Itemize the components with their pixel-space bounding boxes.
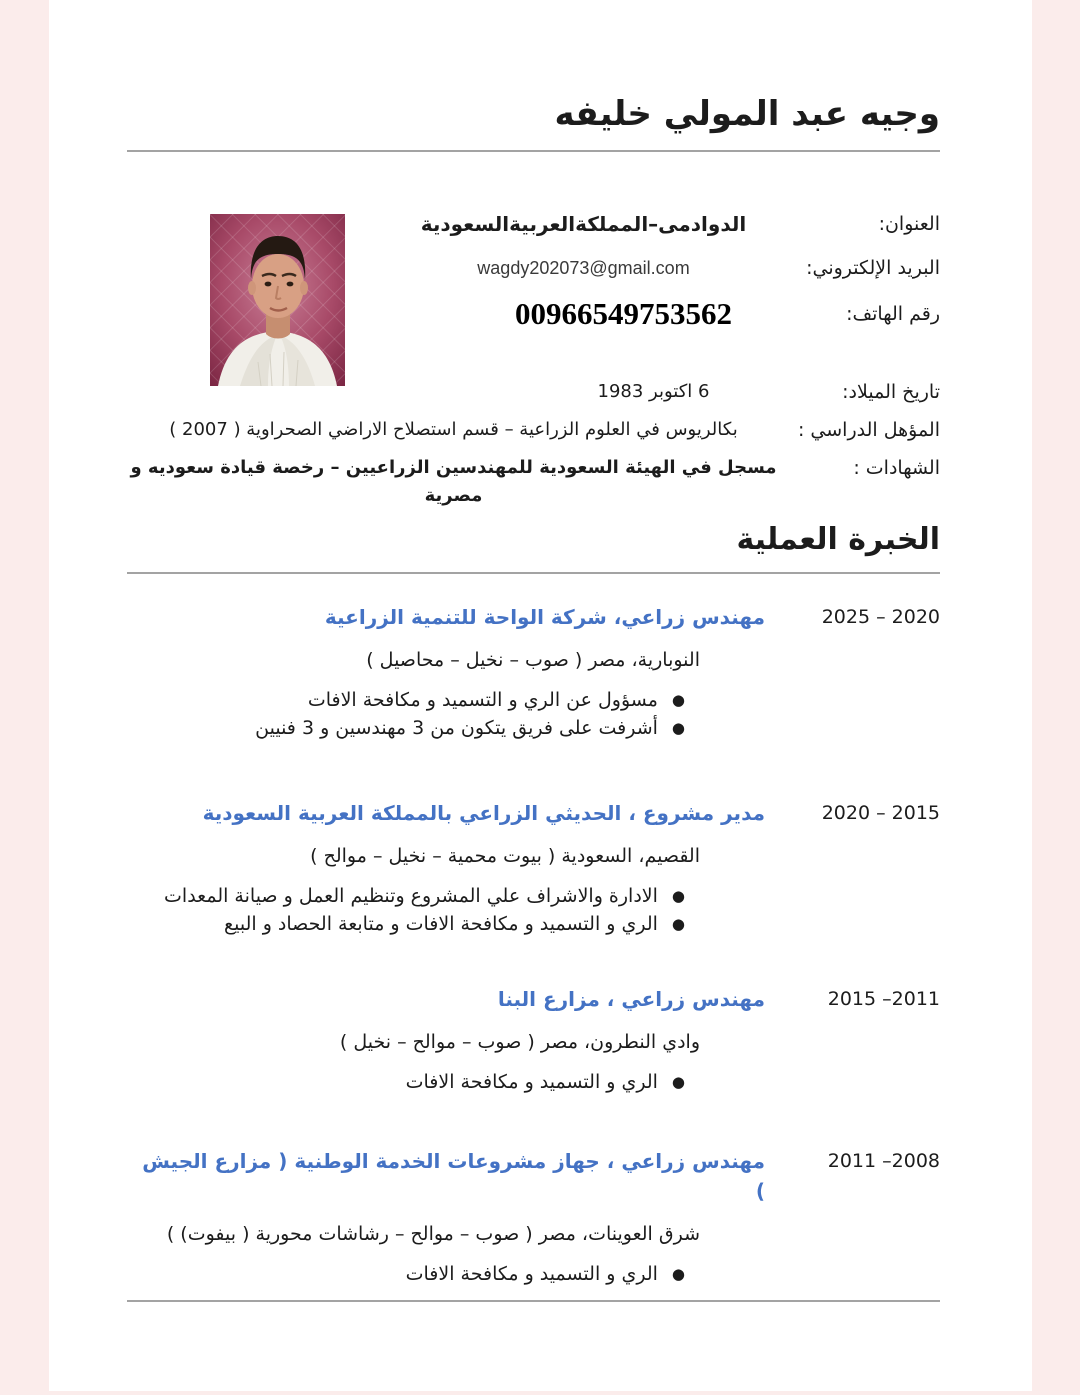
- entry-title: مدير مشروع ، الحديثي الزراعي بالمملكة العربية السعودية: [202, 801, 765, 825]
- address-value: الدوادمى–المملكةالعربيةالسعودية: [420, 212, 747, 236]
- entry-title: مهندس زراعي، شركة الواحة للتنمية الزراعية: [324, 605, 765, 629]
- detail-row-qualification: [127, 416, 940, 444]
- cv-name: وجيه عبد المولي خليفه: [554, 94, 940, 134]
- entry-bullets: [127, 1068, 940, 1096]
- experience-entry: [127, 1146, 940, 1288]
- experience-divider: [127, 572, 940, 574]
- detail-row-certificates: [127, 454, 940, 510]
- phone-value: 00966549753562: [515, 296, 732, 331]
- bullet-dot-icon: ●: [671, 1073, 685, 1091]
- email-label: البريد الإلكتروني:: [806, 257, 940, 279]
- bullet-text: الري و التسميد و مكافحة الافات: [405, 1263, 658, 1285]
- cv-content: [127, 0, 940, 1302]
- portrait-photo-icon: [210, 214, 345, 386]
- entry-title: مهندس زراعي ، جهاز مشروعات الخدمة الوطنية ( مزارع الجيش ): [142, 1149, 765, 1203]
- entry-location: القصيم، السعودية ( بيوت محمية – نخيل – موالح ): [310, 845, 700, 867]
- certificates-label: الشهادات :: [853, 457, 940, 479]
- bullet-item: [127, 882, 685, 910]
- bullet-dot-icon: ●: [671, 719, 685, 737]
- experience-section: [127, 602, 940, 1288]
- bullet-text: الادارة والاشراف علي المشروع وتنظيم العمل و صيانة المعدات: [164, 885, 658, 907]
- entry-bullets: [127, 1260, 940, 1288]
- certificates-value: مسجل في الهيئة السعودية للمهندسين الزراعيين – رخصة قيادة سعوديه و مصرية: [130, 457, 777, 506]
- bullet-item: [127, 714, 685, 742]
- bullet-dot-icon: ●: [671, 1265, 685, 1283]
- entry-head: [127, 602, 940, 632]
- birthdate-label: تاريخ الميلاد:: [842, 381, 940, 403]
- address-label: العنوان:: [878, 213, 940, 235]
- phone-label: رقم الهاتف:: [846, 303, 940, 325]
- birthdate-value: 6 اكتوبر 1983: [597, 381, 710, 402]
- bullet-dot-icon: ●: [671, 915, 685, 933]
- bullet-text: أشرفت على فريق يتكون من 3 مهندسين و 3 فنيين: [255, 717, 658, 739]
- entry-bullets: [127, 882, 940, 938]
- entry-title: مهندس زراعي ، مزارع البنا: [497, 987, 765, 1011]
- entry-bullets: [127, 686, 940, 742]
- bullet-item: [127, 1068, 685, 1096]
- entry-location: شرق العوينات، مصر ( صوب – موالح – رشاشات محورية ( بيفوت) ): [166, 1223, 700, 1245]
- bullet-dot-icon: ●: [671, 691, 685, 709]
- entry-dates: 2020 – 2025: [821, 606, 940, 628]
- experience-heading: الخبرة العملية: [736, 522, 940, 557]
- entry-location: النوبارية، مصر ( صوب – نخيل – محاصيل ): [366, 649, 700, 671]
- cv-page: [49, 0, 1032, 1391]
- experience-entry: [127, 984, 940, 1096]
- bullet-item: [127, 910, 685, 938]
- entry-location: وادي النطرون، مصر ( صوب – موالح – نخيل ): [339, 1031, 700, 1053]
- entry-head: [127, 984, 940, 1014]
- bullet-text: الري و التسميد و مكافحة الافات: [405, 1071, 658, 1093]
- bullet-text: مسؤول عن الري و التسميد و مكافحة الافات: [307, 689, 658, 711]
- experience-entry: [127, 798, 940, 938]
- bullet-dot-icon: ●: [671, 887, 685, 905]
- details-block: [127, 378, 940, 510]
- experience-entry: [127, 602, 940, 742]
- qualification-value: بكالريوس في العلوم الزراعية – قسم استصلاح الاراضي الصحراوية ( 2007 ): [169, 419, 738, 440]
- qualification-label: المؤهل الدراسي :: [797, 419, 940, 441]
- footer-divider: [127, 1300, 940, 1302]
- bullet-text: الري و التسميد و مكافحة الافات و متابعة الحصاد و البيع: [224, 913, 658, 935]
- entry-head: [127, 798, 940, 828]
- contact-section: [127, 152, 940, 510]
- entry-head: [127, 1146, 940, 1206]
- email-value: wagdy202073@gmail.com: [477, 257, 690, 278]
- bullet-item: [127, 686, 685, 714]
- entry-dates: 2015 – 2020: [821, 802, 940, 824]
- entry-dates: 2008– 2011: [827, 1150, 940, 1172]
- entry-dates: 2011– 2015: [827, 988, 940, 1010]
- profile-photo: [210, 214, 345, 386]
- bullet-item: [127, 1260, 685, 1288]
